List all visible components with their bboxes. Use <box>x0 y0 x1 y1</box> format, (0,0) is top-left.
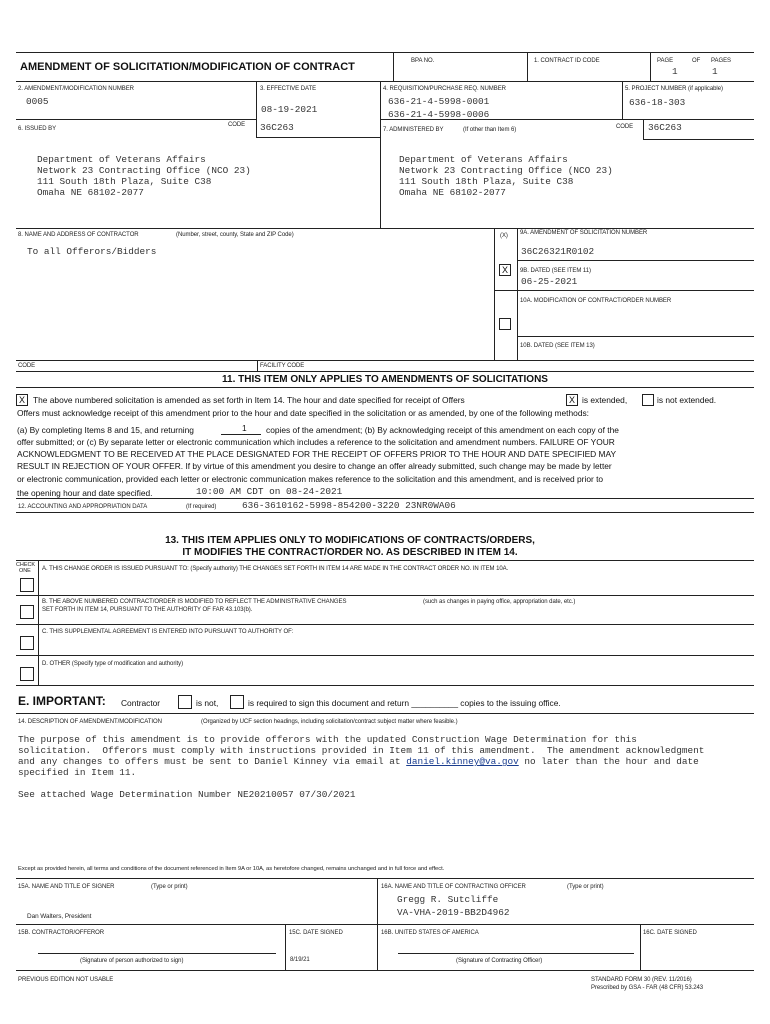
divider <box>380 81 381 228</box>
code-label: CODE <box>18 363 36 369</box>
item-11-line-3a: (a) By completing Items 8 and 15, and returning <box>17 425 194 435</box>
item-9a-label: 9A. AMENDMENT OF SOLICITATION NUMBER <box>520 230 648 236</box>
copies-underline <box>221 434 261 435</box>
important-title: E. IMPORTANT: <box>18 694 106 708</box>
effective-date-label: 3. EFFECTIVE DATE <box>260 86 317 92</box>
item-11-line-1: The above numbered solicitation is amended as set forth in Item 14. The hour and date specified for receipt of Offers <box>33 395 465 405</box>
signature-officer-label: (Signature of Contracting Officer) <box>456 958 543 964</box>
is-not-checkbox[interactable] <box>178 695 192 709</box>
divider <box>38 560 39 685</box>
signature-line[interactable] <box>38 953 276 954</box>
administered-by-line-4: Omaha NE 68102-2077 <box>399 187 506 198</box>
item-11-title: 11. THIS ITEM ONLY APPLIES TO AMENDMENTS OF SOLICITATIONS <box>222 374 548 385</box>
contractor-label: 8. NAME AND ADDRESS OF CONTRACTOR <box>18 232 139 238</box>
item-13c-label: C. THIS SUPPLEMENTAL AGREEMENT IS ENTERED INTO PURSUANT TO AUTHORITY OF: <box>42 629 294 635</box>
divider <box>494 228 495 360</box>
contracting-officer-id: VA-VHA-2019-BB2D4962 <box>397 907 510 918</box>
item-11-line-6: RESULT IN REJECTION OF YOUR OFFER. If by virtue of this amendment you desire to change an offer already submitted, such change may be made by letter <box>17 461 612 471</box>
item-14-line-1: The purpose of this amendment is to provide offerors with the updated Construction Wage Determination for this <box>18 734 637 745</box>
item-14-line-4: specified in Item 11. <box>18 767 137 778</box>
previous-edition-label: PREVIOUS EDITION NOT USABLE <box>18 977 114 983</box>
opening-date-value: 10:00 AM CDT on 08-24-2021 <box>196 486 343 497</box>
row-divider <box>16 498 754 499</box>
requisition-label: 4. REQUISITION/PURCHASE REQ. NUMBER <box>383 86 506 92</box>
item-11-line-7: or electronic communication, provided each letter or electronic communication makes reference to the solicitation and this amendment, and is received prior to <box>17 474 604 484</box>
row-divider <box>16 713 754 714</box>
issued-by-line-1: Department of Veterans Affairs <box>37 154 206 165</box>
except-text: Except as provided herein, all terms and conditions of the document referenced in Item 9A or 10A, as heretofore changed, remains unchanged and in full force and effect. <box>18 866 445 872</box>
row-divider <box>16 655 754 656</box>
signer-value: Dan Walters, President <box>27 913 92 920</box>
top-border <box>16 52 754 53</box>
divider <box>517 228 518 360</box>
check-one-label-1: CHECK <box>16 562 36 568</box>
divider <box>285 924 286 971</box>
item-11-checkbox[interactable]: X <box>16 394 28 406</box>
issued-by-line-4: Omaha NE 68102-2077 <box>37 187 144 198</box>
item-9a-value: 36C26321R0102 <box>521 246 595 257</box>
not-extended-checkbox[interactable] <box>642 394 654 406</box>
divider <box>527 52 528 81</box>
administered-by-note: (If other than Item 6) <box>463 127 517 133</box>
check-one-label-2: ONE <box>19 568 31 574</box>
of-label: OF <box>692 58 701 64</box>
signature-line-officer[interactable] <box>398 953 634 954</box>
issued-code-value: 36C263 <box>260 122 294 133</box>
date-signed-16c-label: 16C. DATE SIGNED <box>643 930 697 936</box>
project-number-value: 636-18-303 <box>629 97 686 108</box>
email-link[interactable]: daniel.kinney@va.gov <box>406 756 519 767</box>
requisition-value-2: 636-21-4-5998-0006 <box>388 109 490 120</box>
signer-note: (Type or print) <box>151 884 188 890</box>
item-13-title-2: IT MODIFIES THE CONTRACT/ORDER NO. AS DESCRIBED IN ITEM 14. <box>182 547 518 558</box>
is-required-checkbox[interactable] <box>230 695 244 709</box>
divider <box>257 360 258 371</box>
item-13-title-1: 13. THIS ITEM APPLIES ONLY TO MODIFICATIONS OF CONTRACTS/ORDERS, <box>165 535 535 546</box>
row-divider <box>643 139 754 140</box>
date-signed-15c-label: 15C. DATE SIGNED <box>289 930 343 936</box>
amendment-number-label: 2. AMENDMENT/MODIFICATION NUMBER <box>18 86 134 92</box>
form-title: AMENDMENT OF SOLICITATION/MODIFICATION OF CONTRACT <box>20 61 355 73</box>
item-14-note: (Organized by UCF section headings, including solicitation/contract subject matter where feasible.) <box>201 719 458 725</box>
is-not-label: is not, <box>196 698 219 708</box>
pages-label: PAGES <box>711 58 731 64</box>
standard-form-label: STANDARD FORM 30 (REV. 11/2016) <box>591 977 692 983</box>
item-11-line-8: the opening hour and date specified. <box>17 488 153 498</box>
amendment-number-value: 0005 <box>26 96 49 107</box>
row-divider <box>16 371 754 372</box>
not-extended-label: is not extended. <box>657 395 717 405</box>
item-13b-label-1: B. THE ABOVE NUMBERED CONTRACT/ORDER IS MODIFIED TO REFLECT THE ADMINISTRATIVE CHANGES <box>42 599 347 605</box>
project-number-label: 5. PROJECT NUMBER (if applicable) <box>625 86 723 92</box>
item-9b-value: 06-25-2021 <box>521 276 578 287</box>
bpa-label: BPA NO. <box>411 58 435 64</box>
item-9b-label: 9B. DATED (SEE ITEM 11) <box>520 268 591 274</box>
administered-by-line-1: Department of Veterans Affairs <box>399 154 568 165</box>
item-11-line-2: Offers must acknowledge receipt of this amendment prior to the hour and date specified in the solicitation or as amended, by one of the following methods: <box>17 408 589 418</box>
row-divider <box>16 624 754 625</box>
issued-by-label: 6. ISSUED BY <box>18 126 57 132</box>
accounting-label: 12. ACCOUNTING AND APPROPRIATION DATA <box>18 504 148 510</box>
effective-date-value: 08-19-2021 <box>261 104 318 115</box>
item-14-line-3 <box>18 756 699 767</box>
administered-by-line-3: 111 South 18th Plaza, Suite C38 <box>399 176 574 187</box>
usa-label: 16B. UNITED STATES OF AMERICA <box>381 930 479 936</box>
row-divider <box>16 924 754 925</box>
row-divider <box>256 137 380 138</box>
issued-code-label: CODE <box>228 122 246 128</box>
important-contractor-label: Contractor <box>121 698 161 708</box>
contractor-note: (Number, street, county, State and ZIP Code) <box>176 232 294 238</box>
item-11-line-5: ACKNOWLEDGMENT TO BE RECEIVED AT THE PLACE DESIGNATED FOR THE RECEIPT OF OFFERS PRIOR TO THE HOUR AND DATE SPECIFIED MAY <box>17 449 617 459</box>
contracting-officer-note: (Type or print) <box>567 884 604 890</box>
date-signed-value: 8/19/21 <box>290 957 310 963</box>
administered-by-line-2: Network 23 Contracting Office (NCO 23) <box>399 165 613 176</box>
signature-person-label: (Signature of person authorized to sign) <box>80 958 184 964</box>
item-13a-checkbox[interactable] <box>20 578 34 592</box>
item-14-line-2: solicitation. Offerors must comply with instructions provided in Item 11 of this amendment. The amendment acknowledgment <box>18 745 705 756</box>
item-14-line-5: See attached Wage Determination Number NE20210057 07/30/2021 <box>18 789 356 800</box>
row-divider <box>16 119 256 120</box>
item-11-line-4: offer submitted; or (c) By separate letter or electronic communication which includes a reference to the solicitation and amendment numbers. FAILURE OF YOUR <box>17 437 615 447</box>
prescribed-label: Prescribed by GSA - FAR (48 CFR) 53.243 <box>591 985 704 991</box>
contractor-value: To all Offerors/Bidders <box>27 246 157 257</box>
row-divider <box>381 119 754 120</box>
x-column-label: (X) <box>500 233 508 239</box>
row-divider <box>16 685 754 686</box>
admin-code-label: CODE <box>616 124 634 130</box>
page-label: PAGE <box>657 58 674 64</box>
item-14-label: 14. DESCRIPTION OF AMENDMENT/MODIFICATION <box>18 719 162 725</box>
row-divider <box>16 81 754 82</box>
accounting-value: 636-3610162-5998-854200-3220 23NR0WA06 <box>242 500 456 511</box>
item-13b-label-2: SET FORTH IN ITEM 14, PURSUANT TO THE AUTHORITY OF FAR 43.103(b). <box>42 607 253 613</box>
pages-value: 1 <box>712 66 718 77</box>
row-divider <box>16 512 754 513</box>
row-divider <box>16 878 754 879</box>
issued-by-line-2: Network 23 Contracting Office (NCO 23) <box>37 165 251 176</box>
item-13b-checkbox[interactable] <box>20 605 34 619</box>
row-divider <box>517 336 754 337</box>
divider <box>643 119 644 139</box>
requisition-value-1: 636-21-4-5998-0001 <box>388 96 490 107</box>
divider <box>256 81 257 137</box>
item-14-line-3a: and any changes to offers must be sent to Daniel Kinney via email at <box>18 756 401 767</box>
extended-checkbox[interactable]: X <box>566 394 578 406</box>
contracting-officer-label: 16A. NAME AND TITLE OF CONTRACTING OFFICER <box>381 884 526 890</box>
item-13a-label: A. THIS CHANGE ORDER IS ISSUED PURSUANT TO: (Specify authority) THE CHANGES SET FORTH IN ITEM 14 ARE MADE IN THE CONTRACT ORDER NO. IN ITEM 10A. <box>42 566 509 572</box>
accounting-note: (If required) <box>186 504 217 510</box>
copies-value: 1 <box>242 423 247 433</box>
item-13c-checkbox[interactable] <box>20 636 34 650</box>
admin-code-value: 36C263 <box>648 122 682 133</box>
facility-code-label: FACILITY CODE <box>260 363 305 369</box>
item-10a-label: 10A. MODIFICATION OF CONTRACT/ORDER NUMBER <box>520 298 672 304</box>
item-13d-label: D. OTHER (Specify type of modification and authority) <box>42 661 184 667</box>
page-value: 1 <box>672 66 678 77</box>
row-divider <box>16 228 754 229</box>
issued-by-line-3: 111 South 18th Plaza, Suite C38 <box>37 176 212 187</box>
divider <box>622 81 623 119</box>
row-divider <box>16 595 754 596</box>
item-10b-label: 10B. DATED (SEE ITEM 13) <box>520 343 595 349</box>
bottom-border <box>16 970 754 971</box>
item-9-checkbox[interactable]: X <box>499 264 511 276</box>
is-required-label: is required to sign this document and return __________ copies to the issuing office. <box>248 698 561 708</box>
signer-label: 15A. NAME AND TITLE OF SIGNER <box>18 884 115 890</box>
contract-id-label: 1. CONTRACT ID CODE <box>534 58 600 64</box>
divider <box>640 924 641 971</box>
row-divider <box>16 387 754 388</box>
item-13b-note: (such as changes in paying office, appropriation date, etc.) <box>423 599 576 605</box>
item-11-line-3b: copies of the amendment; (b) By acknowledging receipt of this amendment on each copy of the <box>266 425 619 435</box>
divider <box>393 52 394 81</box>
divider <box>650 52 651 81</box>
item-14-line-3b: no later than the hour and date <box>524 756 699 767</box>
item-10-checkbox[interactable] <box>499 318 511 330</box>
administered-by-label: 7. ADMINISTERED BY <box>383 127 444 133</box>
row-divider <box>16 560 754 561</box>
contracting-officer-name: Gregg R. Sutcliffe <box>397 894 499 905</box>
row-divider <box>517 260 754 261</box>
row-divider <box>16 360 754 361</box>
item-13d-checkbox[interactable] <box>20 667 34 681</box>
row-divider <box>494 290 754 291</box>
contractor-signature-label: 15B. CONTRACTOR/OFFEROR <box>18 930 105 936</box>
extended-label: is extended, <box>582 395 628 405</box>
